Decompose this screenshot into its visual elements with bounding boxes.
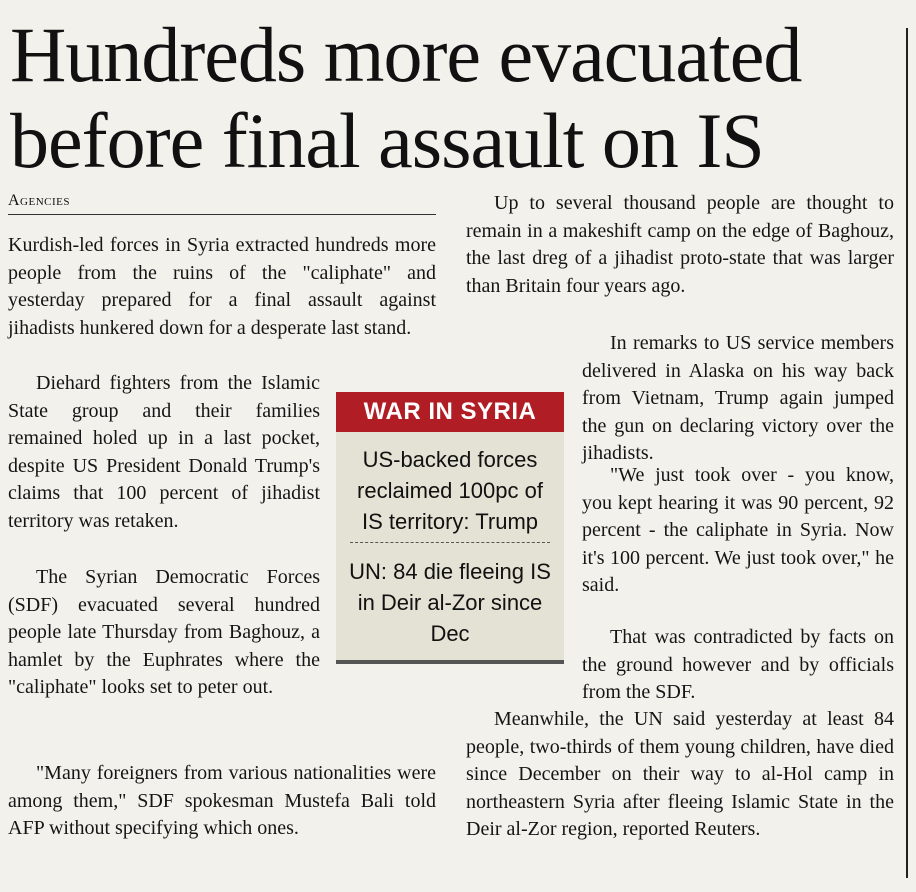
right-paragraph-3: "We just took over - you know, you kept hearing it was 90 percent, 92 percent - the caliphate in Syria. Now it's 100 percent. We just took over," he said. bbox=[582, 464, 894, 596]
sidebar-item-2: UN: 84 die fleeing IS in Deir al-Zor since Dec bbox=[349, 559, 551, 646]
left-paragraph-2: Diehard fighters from the Islamic State group and their families remained holed up in a last pocket, despite US President Donald Trump's claims that 100 percent of jihadist territory was retaken. bbox=[8, 372, 320, 532]
left-paragraph-1: Kurdish-led forces in Syria extracted hundreds more people from the ruins of the "caliphate" and yesterday prepared for a final assault against jihadists hunkered down for a desperate last stand. bbox=[8, 234, 436, 339]
right-paragraph-2: In remarks to US service members delivered in Alaska on his way back from Vietnam, Trump again jumped the gun on declaring victory over the jihadists. bbox=[582, 332, 894, 464]
sidebar-item-1: US-backed forces reclaimed 100pc of IS territory: Trump bbox=[357, 447, 543, 534]
sidebar-box bbox=[336, 392, 564, 664]
headline: Hundreds more evacuated before final assault on IS bbox=[10, 11, 802, 184]
right-paragraph-5: Meanwhile, the UN said yesterday at least 84 people, two-thirds of them young children, have died since December on their way to al-Hol camp in northeastern Syria after fleeing Islamic State in the Deir al-Zor region, reported Reuters. bbox=[466, 708, 894, 840]
column-rule bbox=[906, 28, 908, 878]
right-paragraph-4: That was contradicted by facts on the ground however and by officials from the SDF. bbox=[582, 626, 894, 703]
sidebar-divider bbox=[350, 542, 550, 543]
right-paragraph-1: Up to several thousand people are thought to remain in a makeshift camp on the edge of Baghouz, the last dreg of a jihadist proto-state that was larger than Britain four years ago. bbox=[466, 192, 894, 297]
byline: Agencies bbox=[8, 192, 436, 215]
left-paragraph-3: The Syrian Democratic Forces (SDF) evacuated several hundred people late Thursday from Baghouz, a hamlet by the Euphrates where the "caliphate" looks set to peter out. bbox=[8, 566, 320, 698]
sidebar-title: WAR IN SYRIA bbox=[336, 392, 564, 432]
left-paragraph-4: "Many foreigners from various nationalities were among them," SDF spokesman Mustefa Bali told AFP without specifying which ones. bbox=[8, 762, 436, 839]
sidebar-bottom-rule bbox=[336, 660, 564, 664]
